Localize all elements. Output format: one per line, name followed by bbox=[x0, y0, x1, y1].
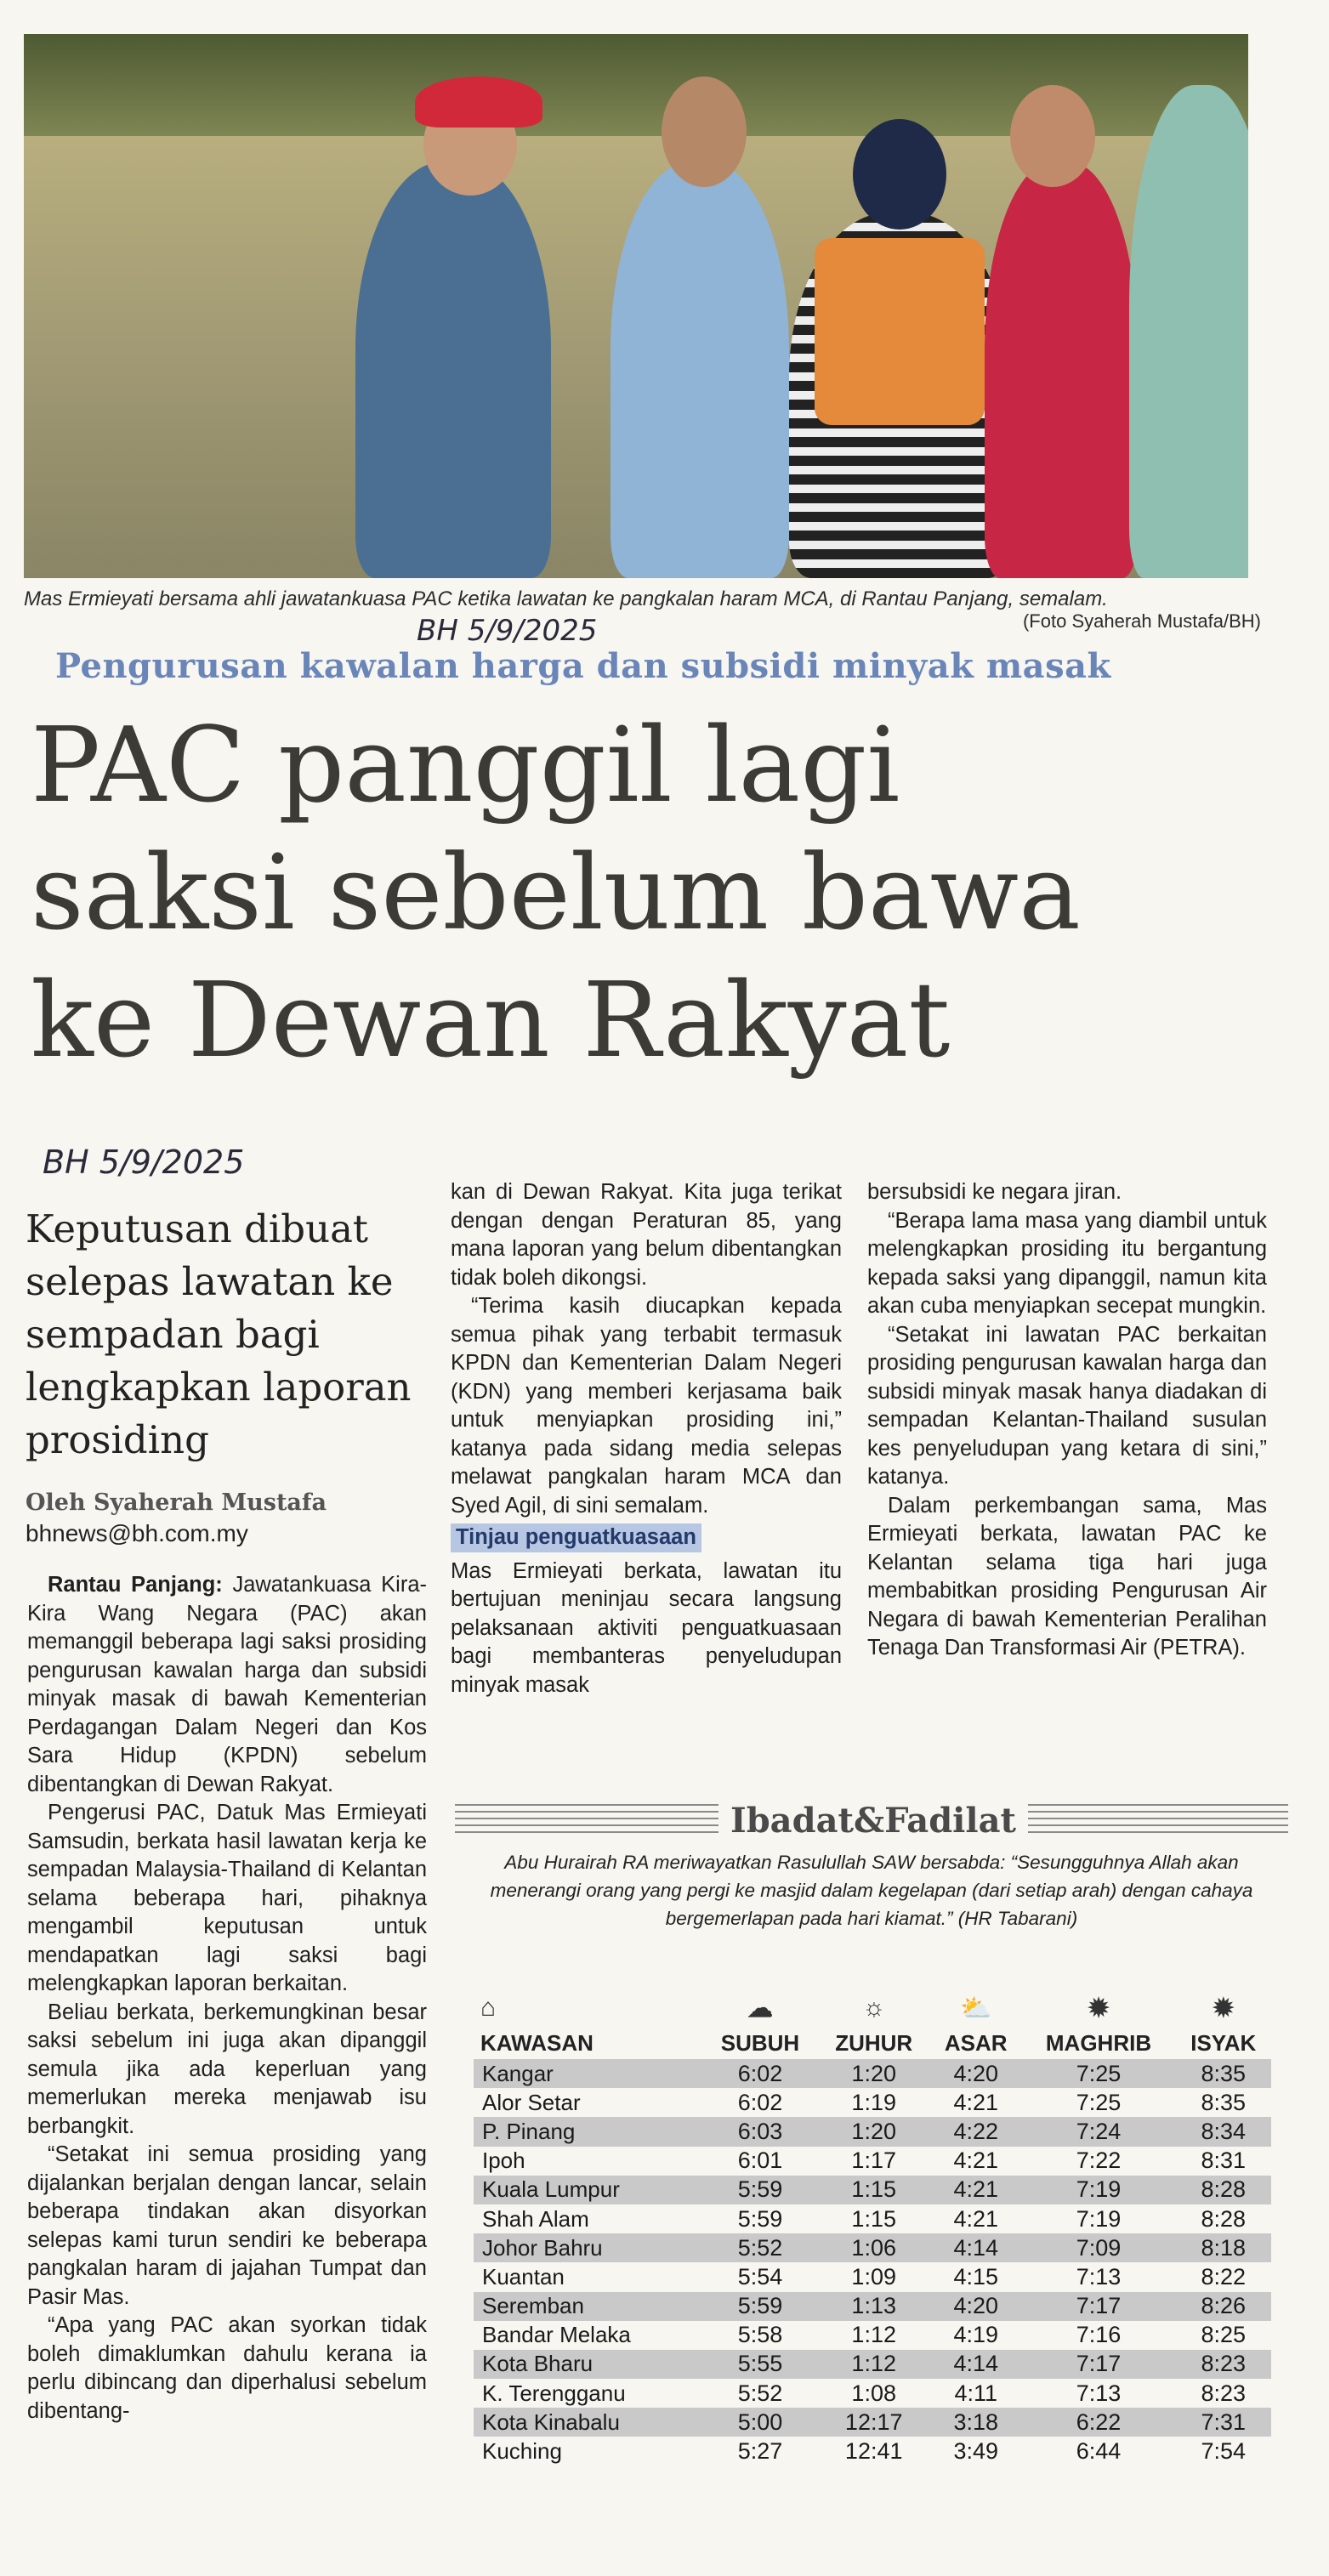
time-cell: 1:17 bbox=[851, 2148, 896, 2174]
time-cell: 1:12 bbox=[817, 2350, 930, 2379]
hadith-quote: Abu Hurairah RA meriwayatkan Rasulullah SAW bersabda: “Sesungguhnya Allah akan menerangi orang yang pergi ke masjid dalam kegelapan (dari setiap arah) dengan cahaya bergemerlapan pada hari kiamat.” (HR Tabarani) bbox=[490, 1852, 1253, 1929]
icon-cell bbox=[1176, 1989, 1271, 2027]
region-cell: K. Terengganu bbox=[482, 2380, 626, 2406]
time-cell: 7:24 bbox=[1021, 2117, 1175, 2146]
dark-sun-icon: ✹ bbox=[1088, 1994, 1110, 2023]
time-cell: 5:55 bbox=[703, 2350, 818, 2379]
paragraph-text: Mas Ermieyati berkata, lawatan itu bertujuan meninjau secara langsung pelaksanaan aktiviti penguatkuasaan bagi membanteras penyeludupan minyak masak bbox=[451, 1558, 842, 1697]
photo-person-hijab bbox=[1129, 85, 1248, 578]
paragraph-text: “Terima kasih diucapkan kepada semua pihak yang terbabit termasuk KPDN dan Kementerian Dalam Negeri (KDN) yang memberi kerjasama baik untuk menyiapkan prosiding ini,” katanya pada sidang media selepas melawat pangkalan haram MCA dan Syed Agil, di sini semalam. bbox=[451, 1294, 842, 1518]
mosque-icon: ⌂ bbox=[480, 1994, 497, 2022]
paragraph-text: bersubsidi ke negara jiran. bbox=[867, 1180, 1122, 1204]
time-cell: 3:18 bbox=[930, 2408, 1021, 2437]
time-cell: 8:23 bbox=[1201, 2380, 1247, 2406]
table-row bbox=[474, 2204, 1271, 2233]
handwritten-date-left: BH 5/9/2025 bbox=[43, 1143, 245, 1181]
time-cell: 4:11 bbox=[954, 2380, 998, 2406]
table-row bbox=[474, 2147, 1271, 2176]
time-cell: 7:54 bbox=[1201, 2438, 1247, 2465]
time-cell: 8:23 bbox=[1176, 2350, 1271, 2379]
subhead-label: Tinjau penguatkuasaan bbox=[451, 1523, 701, 1552]
dark-sun-icon: ✹ bbox=[1213, 1994, 1235, 2023]
time-cell: 7:17 bbox=[1021, 2350, 1175, 2379]
article-paragraph bbox=[27, 2141, 427, 2312]
time-cell: 1:08 bbox=[851, 2380, 896, 2406]
region-cell: Bandar Melaka bbox=[482, 2322, 631, 2348]
time-cell: 1:09 bbox=[851, 2263, 896, 2289]
time-cell: 7:25 bbox=[1076, 2089, 1122, 2115]
time-cell: 5:59 bbox=[737, 2205, 783, 2232]
photo-head bbox=[1010, 85, 1095, 187]
time-cell: 4:15 bbox=[953, 2263, 999, 2289]
article-paragraph bbox=[27, 1799, 427, 1999]
photo-head bbox=[853, 119, 946, 230]
time-cell: 1:15 bbox=[817, 2176, 930, 2204]
box-title-bar bbox=[455, 1801, 1288, 1841]
article-paragraph bbox=[867, 1492, 1267, 1663]
time-cell: 7:19 bbox=[1021, 2176, 1175, 2204]
time-cell: 8:35 bbox=[1201, 2089, 1247, 2115]
table-row bbox=[474, 2321, 1271, 2350]
time-cell: 1:15 bbox=[851, 2205, 896, 2232]
time-cell: 7:22 bbox=[1076, 2148, 1122, 2174]
kicker: Pengurusan kawalan harga dan subsidi minyak masak bbox=[55, 646, 1111, 686]
region-cell: Kuantan bbox=[482, 2263, 565, 2289]
article-paragraph bbox=[451, 1292, 842, 1520]
handwritten-date-top: BH 5/9/2025 bbox=[417, 614, 598, 648]
subhead bbox=[451, 1520, 842, 1558]
time-cell: 8:25 bbox=[1201, 2322, 1247, 2348]
time-cell: 1:19 bbox=[851, 2089, 896, 2115]
time-cell: 5:00 bbox=[703, 2408, 818, 2437]
time-cell: 8:18 bbox=[1176, 2233, 1271, 2262]
time-cell: 8:26 bbox=[1176, 2292, 1271, 2321]
time-cell: 1:13 bbox=[817, 2292, 930, 2321]
column-header: MAGHRIB bbox=[1045, 2029, 1152, 2056]
time-cell: 7:09 bbox=[1021, 2233, 1175, 2262]
time-cell: 6:03 bbox=[703, 2117, 818, 2146]
prayer-times-table bbox=[474, 1989, 1271, 2466]
column-header: SUBUH bbox=[720, 2029, 800, 2056]
icon-cell bbox=[703, 1989, 818, 2027]
region-cell: Alor Setar bbox=[482, 2089, 581, 2115]
article-paragraph bbox=[867, 1207, 1267, 1321]
headline-line-1: PAC panggil lagi bbox=[31, 705, 900, 826]
table-row bbox=[474, 2292, 1271, 2321]
region-cell: Kuala Lumpur bbox=[474, 2176, 703, 2204]
region-cell: Shah Alam bbox=[482, 2205, 589, 2232]
region-cell: Ipoh bbox=[482, 2148, 525, 2174]
time-cell: 4:22 bbox=[930, 2117, 1021, 2146]
time-cell: 7:31 bbox=[1176, 2408, 1271, 2437]
paragraph-text: “Apa yang PAC akan syorkan tidak boleh dimaklumkan dahulu kerana ia perlu dibincang dan diperhalusi sebelum dibentang- bbox=[27, 2313, 427, 2423]
header-row bbox=[474, 2027, 1271, 2059]
time-cell: 7:16 bbox=[1076, 2322, 1122, 2348]
paragraph-text: “Setakat ini lawatan PAC berkaitan prosiding pengurusan kawalan harga dan subsidi minyak masak hanya diadakan di sempadan Kelantan-Thailand susulan kes penyeludupan yang ketara di sini,” katanya. bbox=[867, 1322, 1267, 1489]
box-title: Ibadat&Fadilat bbox=[718, 1801, 1028, 1841]
table-row bbox=[474, 2262, 1271, 2291]
region-cell: Johor Bahru bbox=[474, 2233, 703, 2262]
time-cell: 5:52 bbox=[703, 2233, 818, 2262]
region-cell: Kuching bbox=[482, 2438, 562, 2465]
time-cell: 7:17 bbox=[1021, 2292, 1175, 2321]
time-cell: 6:01 bbox=[737, 2148, 783, 2174]
table-row bbox=[474, 2437, 1271, 2465]
photo-credit: (Foto Syaherah Mustafa/BH) bbox=[1022, 610, 1261, 632]
time-cell: 8:22 bbox=[1201, 2263, 1247, 2289]
photo-caption: Mas Ermieyati bersama ahli jawatankuasa PAC ketika lawatan ke pangkalan haram MCA, di Rantau Panjang, semalam. bbox=[24, 587, 1108, 610]
article-paragraph bbox=[867, 1321, 1267, 1492]
region-cell: Kota Bharu bbox=[474, 2350, 703, 2379]
time-cell: 1:06 bbox=[817, 2233, 930, 2262]
article-column-1 bbox=[27, 1571, 427, 2426]
time-cell: 7:25 bbox=[1021, 2059, 1175, 2088]
time-cell: 7:13 bbox=[1076, 2263, 1122, 2289]
time-cell: 12:17 bbox=[817, 2408, 930, 2437]
time-cell: 6:44 bbox=[1076, 2438, 1122, 2465]
time-cell: 8:28 bbox=[1201, 2205, 1247, 2232]
paragraph-text: Jawatankuasa Kira-Kira Wang Negara (PAC) akan memanggil beberapa lagi saksi prosiding pengurusan kawalan harga dan subsidi minyak masak di bawah Kementerian Perdagangan Dalam Negeri dan Kos Sara Hidup (KPDN) sebelum dibentangkan di Dewan Rakyat. bbox=[27, 1573, 427, 1796]
column-header: ZUHUR bbox=[835, 2029, 913, 2056]
time-cell: 1:20 bbox=[817, 2117, 930, 2146]
article-column-2 bbox=[451, 1178, 842, 1699]
photo-person-red-top bbox=[985, 162, 1138, 578]
table-row bbox=[474, 2233, 1271, 2262]
article-paragraph bbox=[451, 1558, 842, 1700]
icon-cell bbox=[474, 1989, 703, 2027]
region-cell: P. Pinang bbox=[474, 2117, 703, 2146]
article-paragraph bbox=[27, 1571, 427, 1799]
time-cell: 4:14 bbox=[930, 2350, 1021, 2379]
table-row bbox=[474, 2117, 1271, 2146]
photo-person-red-cap bbox=[355, 162, 551, 578]
byline-email: bhnews@bh.com.my bbox=[26, 1520, 248, 1546]
time-cell: 8:28 bbox=[1176, 2176, 1271, 2204]
news-photo bbox=[24, 34, 1248, 578]
icon-cell bbox=[1021, 1989, 1175, 2027]
paragraph-text: Dalam perkembangan sama, Mas Ermieyati berkata, lawatan PAC ke Kelantan selama tiga hari juga membabitkan prosiding Pengurusan Air Negara di bawah Kementerian Peralihan Tenaga Dan Transformasi Air (PETRA). bbox=[867, 1493, 1267, 1660]
time-cell: 6:22 bbox=[1021, 2408, 1175, 2437]
time-cell: 8:35 bbox=[1176, 2059, 1271, 2088]
column-header: KAWASAN bbox=[480, 2029, 594, 2056]
table-row bbox=[474, 2176, 1271, 2204]
time-cell: 8:31 bbox=[1201, 2148, 1247, 2174]
paragraph-text: Beliau berkata, berkemungkinan besar saksi sebelum ini juga akan dipanggil semula jika ada keperluan yang memerlukan mereka menjawab isu berbangkit. bbox=[27, 2000, 427, 2138]
time-cell: 3:49 bbox=[953, 2438, 999, 2465]
time-cell: 4:20 bbox=[930, 2292, 1021, 2321]
time-cell: 4:21 bbox=[930, 2176, 1021, 2204]
region-cell: Kangar bbox=[474, 2059, 703, 2088]
article-paragraph bbox=[867, 1178, 1267, 1207]
table-row bbox=[474, 2379, 1271, 2408]
time-cell: 5:59 bbox=[703, 2176, 818, 2204]
red-cap bbox=[415, 77, 542, 128]
headline-line-2: saksi sebelum bawa bbox=[31, 832, 1081, 953]
paragraph-text: kan di Dewan Rakyat. Kita juga terikat dengan dengan Peraturan 85, yang mana laporan yang belum dibentangkan tidak boleh dikongsi. bbox=[451, 1180, 842, 1290]
dateline: Rantau Panjang: bbox=[48, 1573, 223, 1597]
deck: Keputusan dibuat selepas lawatan ke sempadan bagi lengkapkan laporan prosiding bbox=[26, 1206, 412, 1462]
time-cell: 4:14 bbox=[930, 2233, 1021, 2262]
article-paragraph bbox=[451, 1178, 842, 1292]
time-cell: 4:21 bbox=[953, 2148, 999, 2174]
time-cell: 4:21 bbox=[953, 2089, 999, 2115]
table-row bbox=[474, 2059, 1271, 2088]
table-row bbox=[474, 2088, 1271, 2117]
headline bbox=[31, 701, 1289, 1084]
photo-head bbox=[662, 77, 747, 187]
column-header: ISYAK bbox=[1190, 2029, 1257, 2056]
icon-row bbox=[474, 1989, 1271, 2027]
photo-person-blue-shirt bbox=[611, 162, 789, 578]
time-cell: 12:41 bbox=[844, 2438, 903, 2465]
time-cell: 4:19 bbox=[953, 2322, 999, 2348]
article-paragraph bbox=[27, 1999, 427, 2142]
time-cell: 4:21 bbox=[953, 2205, 999, 2232]
column-header: ASAR bbox=[944, 2029, 1008, 2056]
paragraph-text: “Setakat ini semua prosiding yang dijalankan berjalan dengan lancar, selain beberapa tindakan akan disyorkan selepas kami turun sendiri ke beberapa pangkalan haram di jajahan Tumpat dan Pasir Mas. bbox=[27, 2142, 427, 2309]
region-cell: Kota Kinabalu bbox=[474, 2408, 703, 2437]
table-row bbox=[474, 2350, 1271, 2379]
time-cell: 8:34 bbox=[1176, 2117, 1271, 2146]
region-cell: Seremban bbox=[474, 2292, 703, 2321]
sun-icon: ☼ bbox=[861, 1994, 886, 2022]
time-cell: 5:27 bbox=[737, 2438, 783, 2465]
time-cell: 7:13 bbox=[1076, 2380, 1122, 2406]
article-column-3 bbox=[867, 1178, 1267, 1663]
icon-cell bbox=[930, 1989, 1021, 2027]
headline-line-3: ke Dewan Rakyat bbox=[31, 960, 951, 1081]
sun-cloud-icon: ⛅ bbox=[960, 1994, 992, 2023]
paragraph-text: Pengerusi PAC, Datuk Mas Ermieyati Samsudin, berkata hasil lawatan kerja ke sempadan Malaysia-Thailand di Kelantan selama beberapa hari, pihaknya mengambil keputusan untuk mendapatkan lagi saksi bagi melengkapkan laporan berkaitan. bbox=[27, 1801, 427, 1995]
cloud-icon: ☁ bbox=[747, 1994, 773, 2023]
icon-cell bbox=[817, 1989, 930, 2027]
prayer-times-box bbox=[455, 1796, 1288, 2476]
time-cell: 5:58 bbox=[737, 2322, 783, 2348]
time-cell: 5:59 bbox=[703, 2292, 818, 2321]
time-cell: 1:20 bbox=[817, 2059, 930, 2088]
time-cell: 5:52 bbox=[737, 2380, 783, 2406]
article-paragraph bbox=[27, 2312, 427, 2426]
time-cell: 1:12 bbox=[851, 2322, 896, 2348]
time-cell: 6:02 bbox=[737, 2089, 783, 2115]
time-cell: 5:54 bbox=[737, 2263, 783, 2289]
table-row bbox=[474, 2408, 1271, 2437]
orange-vest bbox=[815, 238, 985, 425]
time-cell: 7:19 bbox=[1076, 2205, 1122, 2232]
byline: Oleh Syaherah Mustafa bbox=[26, 1489, 327, 1516]
time-cell: 4:20 bbox=[930, 2059, 1021, 2088]
time-cell: 6:02 bbox=[703, 2059, 818, 2088]
paragraph-text: “Berapa lama masa yang diambil untuk melengkapkan prosiding itu bergantung kepada saksi yang dipanggil, namun kita akan cuba menyiapkan secepat mungkin. bbox=[867, 1208, 1267, 1318]
